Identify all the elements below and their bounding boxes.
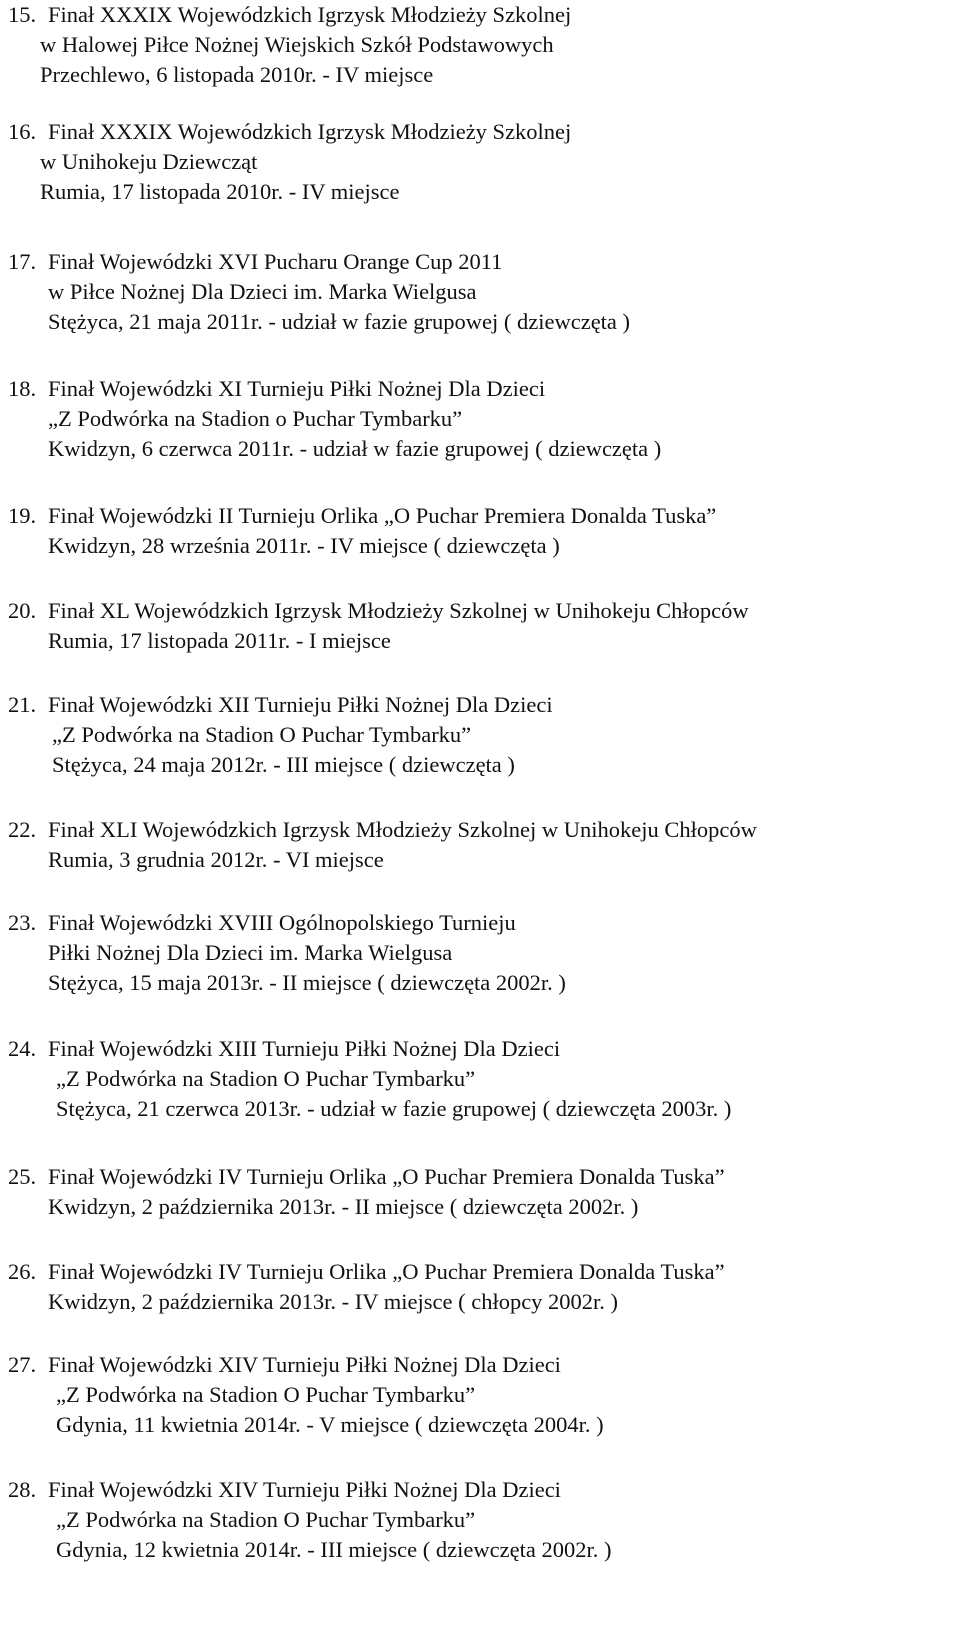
entry-number: 17. bbox=[8, 249, 37, 274]
entry-19 bbox=[8, 501, 716, 561]
entry-date-result: Rumia, 3 grudnia 2012r. - VI miejsce bbox=[48, 847, 384, 872]
entry-number: 21. bbox=[8, 692, 37, 717]
entry-date-result: Stężyca, 21 maja 2011r. - udział w fazie grupowej ( dziewczęta ) bbox=[48, 309, 631, 334]
entry-number: 16. bbox=[8, 119, 37, 144]
entry-20 bbox=[8, 596, 749, 656]
entry-22 bbox=[8, 815, 757, 875]
entry-title-line: 17. Finał Wojewódzki XVI Pucharu Orange Cup 2011 bbox=[8, 247, 630, 277]
entry-number: 25. bbox=[8, 1164, 37, 1189]
entry-27 bbox=[8, 1350, 604, 1440]
entry-title-line: 27. Finał Wojewódzki XIV Turnieju Piłki Nożnej Dla Dzieci bbox=[8, 1350, 604, 1380]
entry-23 bbox=[8, 908, 566, 998]
entry-21 bbox=[8, 690, 553, 780]
entry-title-line: 15. Finał XXXIX Wojewódzkich Igrzysk Młodzieży Szkolnej bbox=[8, 0, 571, 30]
entry-28 bbox=[8, 1475, 611, 1565]
entry-title-line: 16. Finał XXXIX Wojewódzkich Igrzysk Młodzieży Szkolnej bbox=[8, 117, 571, 147]
entry-date-result: Kwidzyn, 2 października 2013r. - IV miejsce ( chłopcy 2002r. ) bbox=[48, 1289, 619, 1314]
entry-date-result: Gdynia, 12 kwietnia 2014r. - III miejsce ( dziewczęta 2002r. ) bbox=[56, 1537, 612, 1562]
entry-18 bbox=[8, 374, 661, 464]
entry-number: 26. bbox=[8, 1259, 37, 1284]
entry-title-line: 24. Finał Wojewódzki XIII Turnieju Piłki Nożnej Dla Dzieci bbox=[8, 1034, 731, 1064]
entry-date-result: Kwidzyn, 2 października 2013r. - II miejsce ( dziewczęta 2002r. ) bbox=[48, 1194, 639, 1219]
entry-number: 24. bbox=[8, 1036, 37, 1061]
entry-26 bbox=[8, 1257, 725, 1317]
entry-title-line: 22. Finał XLI Wojewódzkich Igrzysk Młodzieży Szkolnej w Unihokeju Chłopców bbox=[8, 815, 757, 845]
entry-title-line: 21. Finał Wojewódzki XII Turnieju Piłki Nożnej Dla Dzieci bbox=[8, 690, 553, 720]
entry-detail-line: „Z Podwórka na Stadion O Puchar Tymbarku” bbox=[56, 1507, 476, 1532]
entry-title-line: 28. Finał Wojewódzki XIV Turnieju Piłki Nożnej Dla Dzieci bbox=[8, 1475, 611, 1505]
entry-date-result: Kwidzyn, 28 września 2011r. - IV miejsce ( dziewczęta ) bbox=[48, 533, 560, 558]
entry-detail-line: w Unihokeju Dziewcząt bbox=[40, 149, 258, 174]
entry-detail-line: „Z Podwórka na Stadion O Puchar Tymbarku” bbox=[56, 1382, 476, 1407]
entry-detail-line: „Z Podwórka na Stadion o Puchar Tymbarku” bbox=[48, 406, 463, 431]
entry-detail-line: „Z Podwórka na Stadion O Puchar Tymbarku” bbox=[56, 1066, 476, 1091]
entry-detail-line: w Piłce Nożnej Dla Dzieci im. Marka Wielgusa bbox=[48, 279, 477, 304]
entry-date-result: Rumia, 17 listopada 2011r. - I miejsce bbox=[48, 628, 391, 653]
entry-title-line: 18. Finał Wojewódzki XI Turnieju Piłki Nożnej Dla Dzieci bbox=[8, 374, 661, 404]
entry-detail-line: w Halowej Piłce Nożnej Wiejskich Szkół Podstawowych bbox=[40, 32, 554, 57]
entry-title-line: 26. Finał Wojewódzki IV Turnieju Orlika „O Puchar Premiera Donalda Tuska” bbox=[8, 1257, 725, 1287]
entry-number: 19. bbox=[8, 503, 37, 528]
entry-number: 20. bbox=[8, 598, 37, 623]
entry-16 bbox=[8, 117, 571, 207]
entry-detail-line: Piłki Nożnej Dla Dzieci im. Marka Wielgusa bbox=[48, 940, 453, 965]
entry-date-result: Kwidzyn, 6 czerwca 2011r. - udział w fazie grupowej ( dziewczęta ) bbox=[48, 436, 662, 461]
entry-number: 23. bbox=[8, 910, 37, 935]
entry-25 bbox=[8, 1162, 725, 1222]
entry-number: 28. bbox=[8, 1477, 37, 1502]
entry-detail-line: „Z Podwórka na Stadion O Puchar Tymbarku” bbox=[52, 722, 472, 747]
entry-title-line: 20. Finał XL Wojewódzkich Igrzysk Młodzieży Szkolnej w Unihokeju Chłopców bbox=[8, 596, 749, 626]
entry-date-result: Stężyca, 21 czerwca 2013r. - udział w fazie grupowej ( dziewczęta 2003r. ) bbox=[56, 1096, 732, 1121]
entry-date-result: Gdynia, 11 kwietnia 2014r. - V miejsce ( dziewczęta 2004r. ) bbox=[56, 1412, 604, 1437]
entry-15 bbox=[8, 0, 571, 90]
entry-title-line: 19. Finał Wojewódzki II Turnieju Orlika „O Puchar Premiera Donalda Tuska” bbox=[8, 501, 716, 531]
entry-number: 22. bbox=[8, 817, 37, 842]
entry-date-result: Stężyca, 24 maja 2012r. - III miejsce ( dziewczęta ) bbox=[52, 752, 515, 777]
entry-number: 18. bbox=[8, 376, 37, 401]
entry-title-line: 23. Finał Wojewódzki XVIII Ogólnopolskiego Turnieju bbox=[8, 908, 566, 938]
entry-date-result: Rumia, 17 listopada 2010r. - IV miejsce bbox=[40, 179, 400, 204]
entry-number: 27. bbox=[8, 1352, 37, 1377]
entry-date-result: Stężyca, 15 maja 2013r. - II miejsce ( dziewczęta 2002r. ) bbox=[48, 970, 566, 995]
entry-24 bbox=[8, 1034, 731, 1124]
entry-title-line: 25. Finał Wojewódzki IV Turnieju Orlika „O Puchar Premiera Donalda Tuska” bbox=[8, 1162, 725, 1192]
entry-date-result: Przechlewo, 6 listopada 2010r. - IV miejsce bbox=[40, 62, 434, 87]
entry-17 bbox=[8, 247, 630, 337]
entry-number: 15. bbox=[8, 2, 37, 27]
